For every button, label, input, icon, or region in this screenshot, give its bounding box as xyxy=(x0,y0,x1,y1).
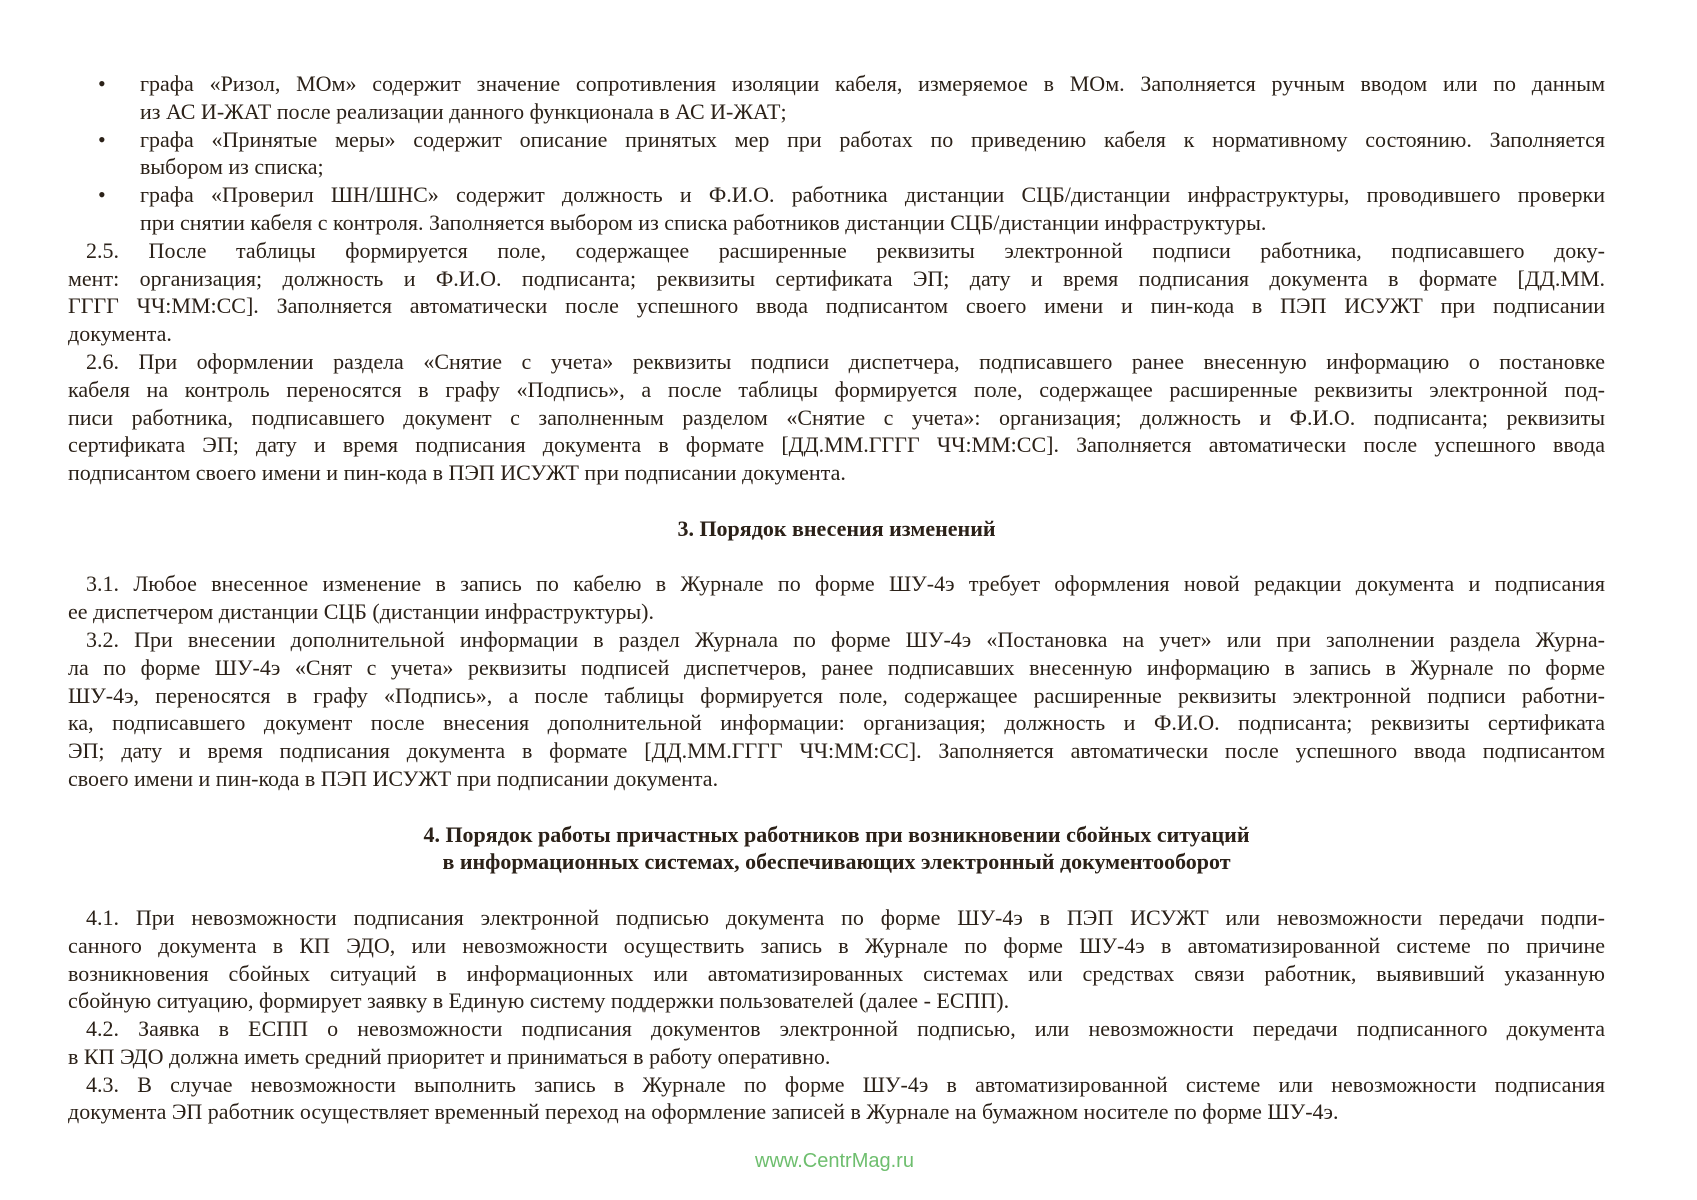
text-line xyxy=(68,960,1605,988)
text-line xyxy=(68,292,1605,320)
line-text: ее диспетчером дистанции СЦБ (дистанции инфраструктуры). xyxy=(68,599,654,625)
text-line xyxy=(68,459,1605,487)
text-line xyxy=(68,737,1605,765)
line-text: возникновения сбойных ситуаций в информационных или автоматизированных системах или средствах связи работник, выявивший указанную xyxy=(68,960,1605,986)
text-line xyxy=(68,237,1605,265)
line-text: 4.3. В случае невозможности выполнить запись в Журнале по форме ШУ-4э в автоматизированной системе или невозможности подписания xyxy=(86,1071,1605,1097)
text-line xyxy=(68,70,1605,98)
text-line xyxy=(68,181,1605,209)
text-line xyxy=(68,765,1605,793)
line-text: 3.1. Любое внесенное изменение в запись по кабелю в Журнале по форме ШУ-4э требует оформления новой редакции документа и подписания xyxy=(86,571,1605,597)
text-line xyxy=(68,1015,1605,1043)
line-text: мент: организация; должность и Ф.И.О. подписанта; реквизиты сертификата ЭП; дату и время подписания документа в формате [ДД.ММ. xyxy=(68,265,1605,291)
blank-line xyxy=(68,876,1605,904)
line-text: ШУ-4э, переносятся в графу «Подпись», а после таблицы формируется поле, содержащее расширенные реквизиты электронной подписи работни- xyxy=(68,682,1605,708)
text-line xyxy=(68,626,1605,654)
text-line xyxy=(68,209,1605,237)
text-line xyxy=(68,376,1605,404)
document-page xyxy=(68,70,1605,1126)
line-text: при снятии кабеля с контроля. Заполняется выбором из списка работников дистанции СЦБ/дистанции инфраструктуры. xyxy=(140,209,1267,235)
line-text: подписантом своего имени и пин-кода в ПЭП ИСУЖТ при подписании документа. xyxy=(68,460,846,486)
text-line xyxy=(68,932,1605,960)
line-text: 3.2. При внесении дополнительной информации в раздел Журнала по форме ШУ-4э «Постановка на учет» или при заполнении раздела Журна- xyxy=(86,626,1605,652)
text-line xyxy=(68,682,1605,710)
line-text: ла по форме ШУ-4э «Снят с учета» реквизиты подписей диспетчеров, ранее подписавших внесенную информацию в запись в Журнале по форме xyxy=(68,654,1605,680)
text-line xyxy=(68,598,1605,626)
text-line xyxy=(68,1098,1605,1126)
line-text: в КП ЭДО должна иметь средний приоритет и приниматься в работу оперативно. xyxy=(68,1043,831,1069)
line-text: своего имени и пин-кода в ПЭП ИСУЖТ при подписании документа. xyxy=(68,765,719,791)
line-text: 2.6. При оформлении раздела «Снятие с учета» реквизиты подписи диспетчера, подписавшего ранее внесенную информацию о постановке xyxy=(86,348,1605,374)
line-text: из АС И-ЖАТ после реализации данного функционала в АС И-ЖАТ; xyxy=(140,98,787,124)
line-text: сертификата ЭП; дату и время подписания документа в формате [ДД.ММ.ГГГГ ЧЧ:ММ:СС]. Заполняется автоматически после успешного ввода xyxy=(68,432,1605,458)
text-line xyxy=(68,320,1605,348)
text-line xyxy=(68,1071,1605,1099)
text-line xyxy=(68,1043,1605,1071)
line-text: 3. Порядок внесения изменений xyxy=(677,515,996,541)
section-heading xyxy=(68,821,1605,849)
line-text: 4. Порядок работы причастных работников при возникновении сбойных ситуаций xyxy=(423,821,1250,847)
text-line xyxy=(68,348,1605,376)
text-line xyxy=(68,431,1605,459)
text-line xyxy=(68,654,1605,682)
text-line xyxy=(68,987,1605,1015)
line-text: 4.1. При невозможности подписания электронной подписью документа по форме ШУ-4э в ПЭП ИСУЖТ или невозможности передачи подпи- xyxy=(86,904,1605,930)
line-text: санного документа в КП ЭДО, или невозможности осуществить запись в Журнале по форме ШУ-4э в автоматизированной системе по причине xyxy=(68,932,1605,958)
text-line xyxy=(68,404,1605,432)
line-text: сбойную ситуацию, формирует заявку в Единую систему поддержки пользователей (далее - ЕСПП). xyxy=(68,988,1010,1014)
section-heading xyxy=(68,515,1605,543)
text-line xyxy=(68,126,1605,154)
text-line xyxy=(68,98,1605,126)
text-line xyxy=(68,904,1605,932)
line-text: графа «Принятые меры» содержит описание принятых мер при работах по приведению кабеля к нормативному состоянию. Заполняется xyxy=(140,126,1605,152)
line-text: документа ЭП работник осуществляет временный переход на оформление записей в Журнале на бумажном носителе по форме ШУ-4э. xyxy=(68,1099,1339,1125)
bullet-icon: • xyxy=(98,71,106,96)
text-line xyxy=(68,265,1605,293)
watermark: www.CentrMag.ru xyxy=(755,1150,914,1172)
text-line xyxy=(68,570,1605,598)
line-text: 2.5. После таблицы формируется поле, содержащее расширенные реквизиты электронной подписи работника, подписавшего доку- xyxy=(86,237,1605,263)
text-line xyxy=(68,709,1605,737)
line-text: документа. xyxy=(68,321,172,347)
blank-line xyxy=(68,543,1605,571)
line-text: ЭП; дату и время подписания документа в формате [ДД.ММ.ГГГГ ЧЧ:ММ:СС]. Заполняется автоматически после успешного ввода подписантом xyxy=(68,738,1605,764)
line-text: писи работника, подписавшего документ с заполненным разделом «Снятие с учета»: организация; должность и Ф.И.О. подписанта; реквизиты xyxy=(68,404,1605,430)
bullet-icon: • xyxy=(98,182,106,208)
line-text: кабеля на контроль переносятся в графу «Подпись», а после таблицы формируется поле, содержащее расширенные реквизиты электронной под- xyxy=(68,376,1605,402)
blank-line xyxy=(68,793,1605,821)
line-text: выбором из списка; xyxy=(140,154,324,180)
bullet-icon: • xyxy=(98,126,106,152)
line-text: в информационных системах, обеспечивающих электронный документооборот xyxy=(442,849,1231,875)
line-text: 4.2. Заявка в ЕСПП о невозможности подписания документов электронной подписью, или невозможности передачи подписанного документа xyxy=(86,1016,1605,1042)
line-text: ка, подписавшего документ после внесения дополнительной информации: организация; должность и Ф.И.О. подписанта; реквизиты сертификата xyxy=(68,710,1605,736)
text-line xyxy=(68,153,1605,181)
blank-line xyxy=(68,487,1605,515)
line-text: ГГГГ ЧЧ:ММ:СС]. Заполняется автоматически после успешного ввода подписантом своего имени и пин-кода в ПЭП ИСУЖТ при подписании xyxy=(68,293,1605,319)
line-text: графа «Проверил ШН/ШНС» содержит должность и Ф.И.О. работника дистанции СЦБ/дистанции инфраструктуры, проводившего проверки xyxy=(140,182,1605,208)
section-heading xyxy=(68,848,1605,876)
line-text: графа «Ризол, МОм» содержит значение сопротивления изоляции кабеля, измеряемое в МОм. Заполняется ручным вводом или по данным xyxy=(140,71,1605,96)
